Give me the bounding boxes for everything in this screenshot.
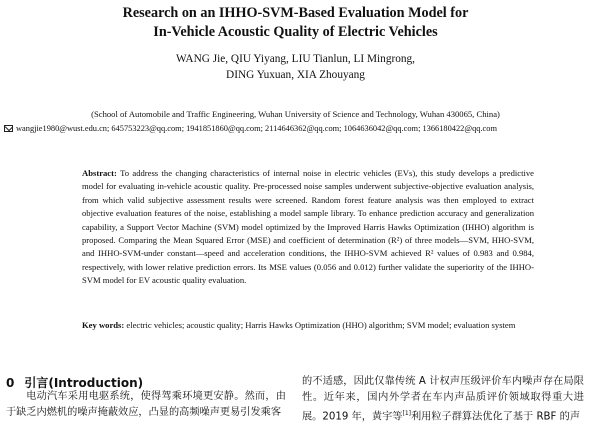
- title-line-1: Research on an IHHO-SVM-Based Evaluation Model for: [122, 5, 469, 21]
- citation-ref[interactable]: [1]: [402, 410, 411, 417]
- email-addresses: wangjie1980@wust.edu.cn; 645753223@qq.com; 1941851860@qq.com; 2114646362@qq.com; 1064636042@qq.com; 1366180422@qq.com: [16, 124, 497, 133]
- right-column-text-a: 的不适感，因此仅靠传统 A 计权声压级评价车内噪声存在局限性。近年来，国内外学者在车内声品质评价领域取得重大进展。2019 年，黄宇等: [302, 376, 584, 423]
- authors-line-2: DING Yuxuan, XIA Zhouyang: [226, 69, 365, 81]
- section-title: 引言(Introduction): [24, 376, 144, 390]
- affiliation: (School of Automobile and Traffic Engineering, Wuhan University of Science and Technology, Wuhan 430065, China): [91, 109, 500, 119]
- abstract-text: To address the changing characteristics of internal noise in electric vehicles (EVs), this study develops a predictive model for evaluating in-vehicle acoustic quality. Pre-processed noise samples underwent subjective-objective evaluation analysis, from which valid subjective assessment results were screened. Random forest feature analysis was then employed to extract objective evaluation features of the noise, establishing a model sample library. To enhance prediction accuracy and generalization capability, a Support Vector Machine (SVM) model optimized by the Improved Harris Hawks Optimization (IHHO) algorithm is proposed. Comparing the Mean Squared Error (MSE) and coefficient of determination (R²) of three models—SVM, HHO-SVM, and IHHO-SVM-under constant—speed and acceleration conditions, the IHHO-SVM achieved R² values of 0.983 and 0.984, respectively, with lower relative prediction errors. Its MSE values (0.056 and 0.012) further validate the superiority of the IHHO-SVM model for EV acoustic quality evaluation.: [82, 168, 534, 286]
- keywords-block: [82, 319, 534, 332]
- left-column-text: 电动汽车采用电驱系统，使得驾乘环境更安静。然而，由于缺乏内燃机的噪声掩蔽效应，凸显的高频噪声更易引发乘客: [6, 391, 286, 418]
- right-column-text-b: 利用粒子群算法优化了基于 RBF 的声: [410, 411, 581, 423]
- body-column-left: [6, 389, 286, 421]
- abstract-label: Abstract:: [82, 168, 117, 178]
- title-line-2: In-Vehicle Acoustic Quality of Electric Vehicles: [153, 24, 438, 40]
- keywords-text: electric vehicles; acoustic quality; Harris Hawks Optimization (HHO) algorithm; SVM model; evaluation system: [126, 320, 516, 330]
- abstract-block: [82, 167, 534, 288]
- body-column-right: [302, 374, 584, 425]
- author-list: [0, 51, 591, 83]
- email-line: [4, 123, 589, 134]
- paper-title: [0, 4, 591, 42]
- keywords-label: Key words:: [82, 320, 125, 330]
- section-number: 0: [6, 376, 15, 390]
- envelope-icon: [4, 125, 13, 132]
- authors-line-1: WANG Jie, QIU Yiyang, LIU Tianlun, LI Mingrong,: [176, 53, 415, 65]
